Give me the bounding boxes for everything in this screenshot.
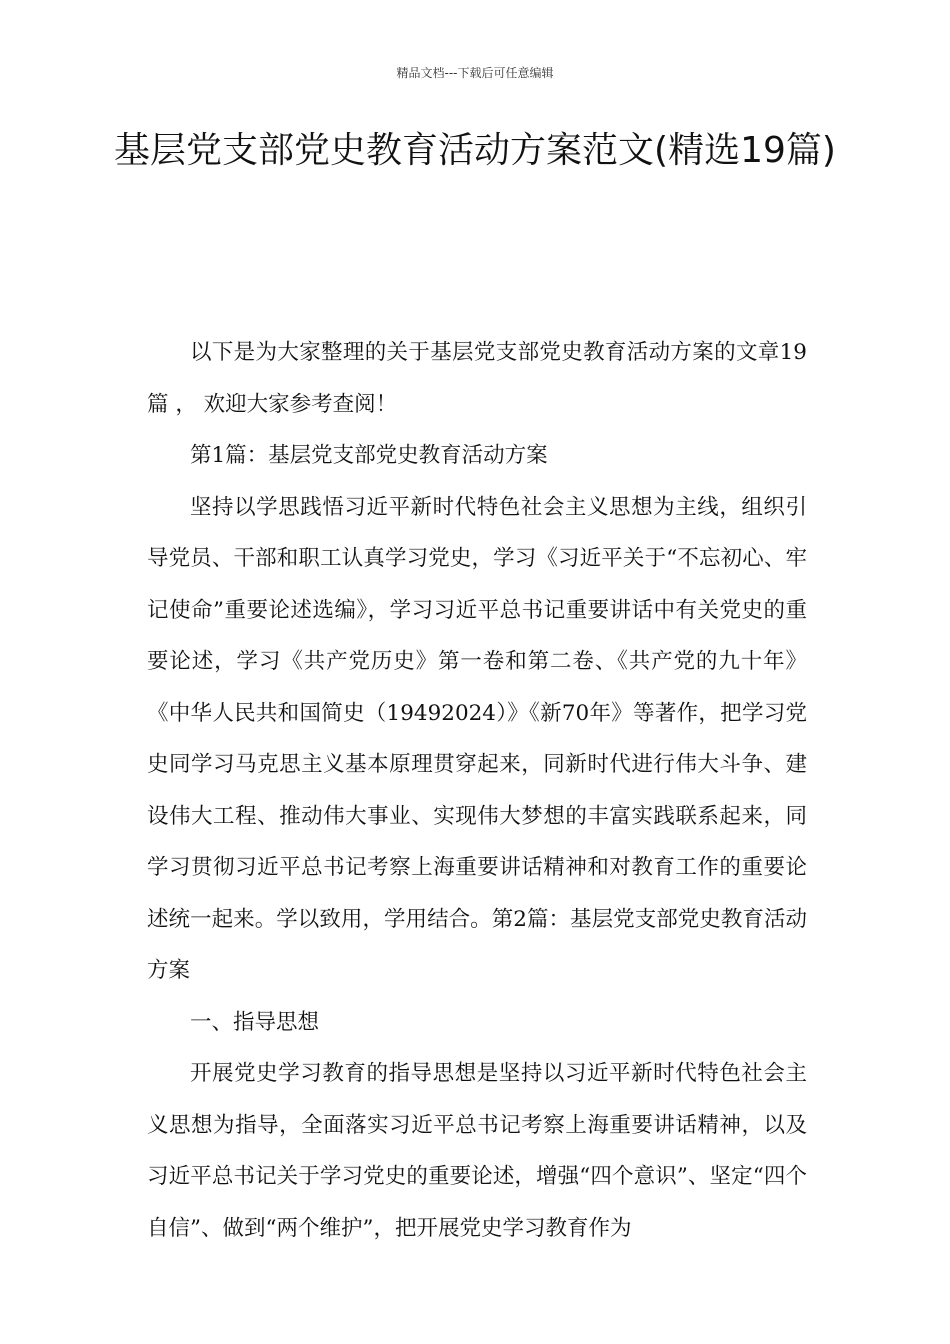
body-paragraph-2: 开展党史学习教育的指导思想是坚持以习近平新时代特色社会主义思想为指导，全面落实习近平总书记考察上海重要讲话精神，以及习近平总书记关于学习党史的重要论述，增强“四个意识”、坚定“四个自信”、做到“两个维护”，把开展党史学习教育作为 [147, 1061, 807, 1241]
section-heading-guiding-thought: 一、指导思想 [190, 1009, 320, 1035]
body-paragraph-1: 坚持以学思践悟习近平新时代特色社会主义思想为主线，组织引导党员、干部和职工认真学习党史，学习《习近平关于“不忘初心、牢记使命”重要论述选编》，学习习近平总书记重要讲话中有关党史的重要论述，学习《共产党历史》第一卷和第二卷、《共产党的九十年》《中华人民共和国简史（19492024）》《新70年》等著作，把学习党史同学习马克思主义基本原理贯穿起来，同新时代进行伟大斗争、建设伟大工程、推动伟大事业、实现伟大梦想的丰富实践联系起来，同学习贯彻习近平总书记考察上海重要讲话精神和对教育工作的重要论述统一起来。学以致用，学用结合。第2篇：基层党支部党史教育活动方案 [147, 494, 807, 983]
intro-paragraph: 以下是为大家整理的关于基层党支部党史教育活动方案的文章19篇 ， 欢迎大家参考查阅！ [147, 340, 807, 417]
document-body [147, 327, 807, 1254]
section-heading-1: 第1篇：基层党支部党史教育活动方案 [190, 443, 548, 468]
document-title: 基层党支部党史教育活动方案范文(精选19篇) [114, 130, 836, 171]
header-note: 精品文档---下载后可任意编辑 [396, 66, 554, 80]
